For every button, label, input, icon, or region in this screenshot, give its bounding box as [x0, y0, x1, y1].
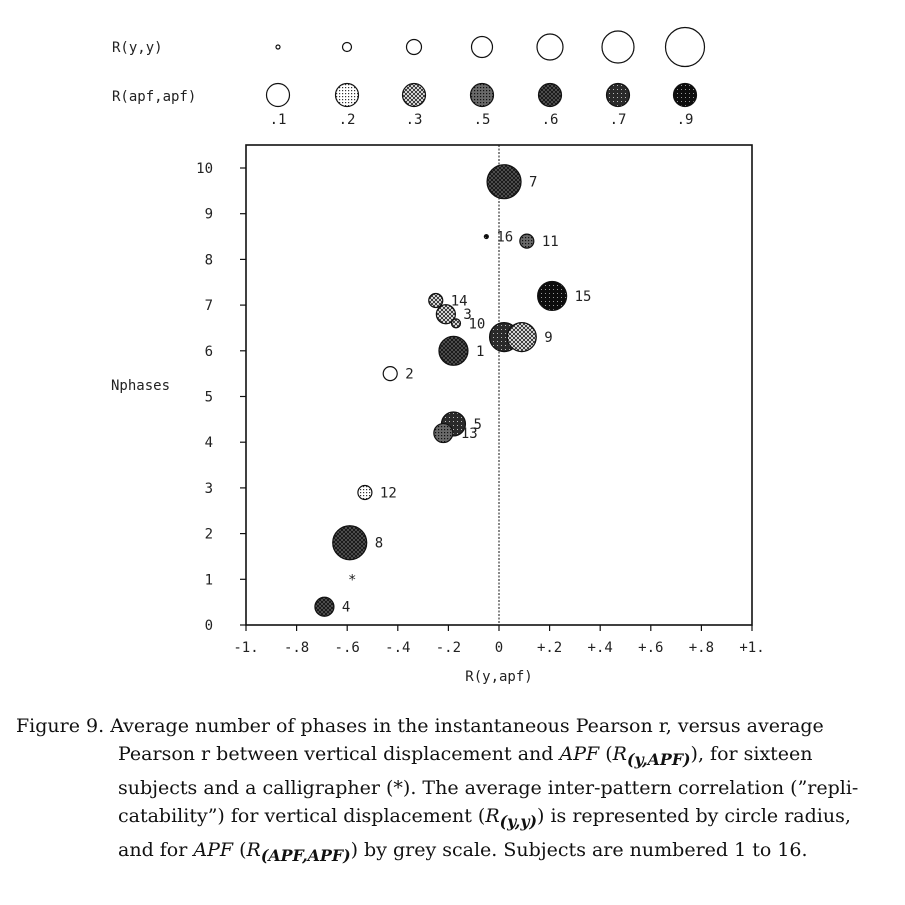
data-point — [520, 234, 534, 248]
legend-size-circle — [276, 45, 280, 49]
legend-grey-label: .7 — [609, 112, 627, 128]
y-tick-label: 5 — [204, 389, 213, 406]
legend-grey-label: .6 — [541, 112, 559, 128]
legend-size-circle — [537, 34, 563, 60]
point-label: 4 — [341, 599, 351, 616]
point-label: 3 — [463, 307, 472, 324]
x-tick-label: -.2 — [435, 640, 462, 656]
data-point — [315, 597, 334, 616]
caption-lead: Figure 9. — [16, 715, 105, 737]
figure-caption: Figure 9. Average number of phases in the instantaneous Pearson r, versus average Pearson r between vertical displacement and APF $(R_{(y,APF)})$, for sixteen subjects and a calligrapher (*). The average inter-pattern correlation (”repli- catability”) for vertical displacement $(R_{(y,y)})$ is represented by circle radius, and for APF $(R_{(APF,APF)})$ by grey scale. Subjects are numbered 1 to 16. — [16, 715, 859, 865]
data-point — [439, 336, 468, 365]
data-point — [358, 485, 372, 499]
legend-grey-title: R(apf,apf) — [112, 89, 197, 105]
y-tick-label: 3 — [204, 480, 213, 497]
legend-grey-label: .5 — [473, 112, 491, 128]
legend-grey-label: .1 — [269, 112, 287, 128]
y-tick-label: 2 — [204, 526, 213, 543]
data-point — [383, 367, 397, 381]
y-tick-label: 9 — [204, 206, 213, 223]
y-tick-label: 8 — [204, 252, 213, 269]
caption-r-symbol-3: R — [246, 838, 261, 861]
calligrapher-marker: * — [348, 572, 357, 589]
y-tick-label: 1 — [204, 572, 213, 589]
legend-grey-circle — [336, 84, 359, 107]
x-tick-label: -.4 — [385, 640, 411, 656]
point-label: 7 — [529, 174, 538, 191]
legend-grey-circle — [267, 84, 290, 107]
caption-r-symbol: R — [612, 743, 627, 765]
data-points — [315, 165, 592, 617]
point-label: 11 — [541, 234, 559, 251]
legend-size-circle — [343, 43, 352, 52]
legend-grey-circle — [539, 84, 562, 107]
data-point — [484, 235, 488, 239]
legend-grey-circle — [471, 84, 494, 107]
data-point — [538, 281, 567, 310]
legend-grey-label: .3 — [405, 112, 423, 128]
x-tick-label: -.6 — [334, 640, 360, 656]
point-label: 1 — [475, 343, 485, 360]
caption-line-4-end: ) is represented by circle radius, — [537, 804, 851, 827]
point-label: 5 — [473, 416, 482, 433]
point-label: 10 — [468, 316, 486, 333]
data-point — [451, 319, 460, 328]
data-point — [333, 526, 367, 560]
caption-line-1: Average number of phases in the instantaneous Pearson r, versus average — [110, 715, 824, 737]
data-point — [487, 165, 521, 199]
caption-line-2-end: ), for sixteen — [690, 743, 813, 765]
point-label: 14 — [450, 293, 468, 310]
legend-grey-label: .2 — [338, 112, 356, 128]
legend-grey-row — [267, 84, 697, 129]
point-label: 13 — [460, 426, 478, 443]
x-axis — [233, 625, 764, 656]
x-tick-label: -.8 — [283, 640, 310, 656]
caption-line-5: and for — [118, 838, 194, 861]
x-tick-label: +.8 — [688, 640, 715, 656]
point-label: 15 — [574, 288, 592, 305]
x-axis-label: R(y,apf) — [465, 669, 533, 685]
caption-r-symbol-2: R — [485, 804, 500, 827]
legend-size-circle — [602, 31, 634, 63]
x-tick-label: +.2 — [536, 640, 563, 656]
legend-size-row — [276, 28, 705, 67]
caption-line-3: subjects and a calligrapher (*). The average inter-pattern correlation (”repli- — [118, 776, 859, 799]
x-tick-label: -1. — [233, 640, 259, 656]
point-label: 16 — [496, 229, 514, 246]
x-tick-label: 0 — [494, 640, 504, 656]
legend-grey-label: .9 — [676, 112, 694, 128]
point-label: 12 — [379, 485, 397, 502]
point-label: 2 — [405, 366, 414, 383]
caption-line-2: Pearson r between vertical displacement and — [118, 743, 560, 765]
caption-apf: APF — [559, 743, 600, 765]
caption-line-5-end: ) by grey scale. Subjects are numbered 1 to 16. — [350, 838, 808, 861]
data-point — [434, 424, 453, 443]
y-tick-label: 10 — [196, 161, 213, 177]
point-label: 8 — [374, 535, 384, 552]
caption-apf-2: APF — [193, 838, 234, 861]
x-tick-label: +.4 — [587, 640, 613, 656]
data-point — [507, 323, 536, 352]
legend-size-circle — [666, 28, 705, 67]
x-tick-label: +1. — [739, 640, 765, 656]
legend-grey-circle — [674, 84, 697, 107]
caption-sub-yapf: (y,APF) — [626, 749, 691, 769]
legend-grey-circle — [607, 84, 630, 107]
legend-size-circle — [407, 40, 422, 55]
y-tick-label: 6 — [204, 343, 213, 360]
x-tick-label: +.6 — [638, 640, 664, 656]
legend-grey-circle — [403, 84, 426, 107]
y-axis-label: Nphases — [111, 378, 171, 394]
y-tick-label: 4 — [204, 435, 213, 452]
data-point — [429, 294, 443, 308]
y-axis — [196, 161, 246, 634]
y-tick-label: 7 — [204, 298, 213, 315]
y-tick-label: 0 — [204, 618, 213, 634]
point-label: 9 — [544, 330, 553, 347]
legend-size-circle — [472, 37, 493, 58]
caption-sub-yy: (y,y) — [499, 811, 538, 831]
caption-line-4: catability”) for vertical displacement ( — [118, 804, 486, 827]
legend-size-title: R(y,y) — [112, 40, 163, 56]
caption-sub-apfapf: (APF,APF) — [260, 845, 351, 865]
